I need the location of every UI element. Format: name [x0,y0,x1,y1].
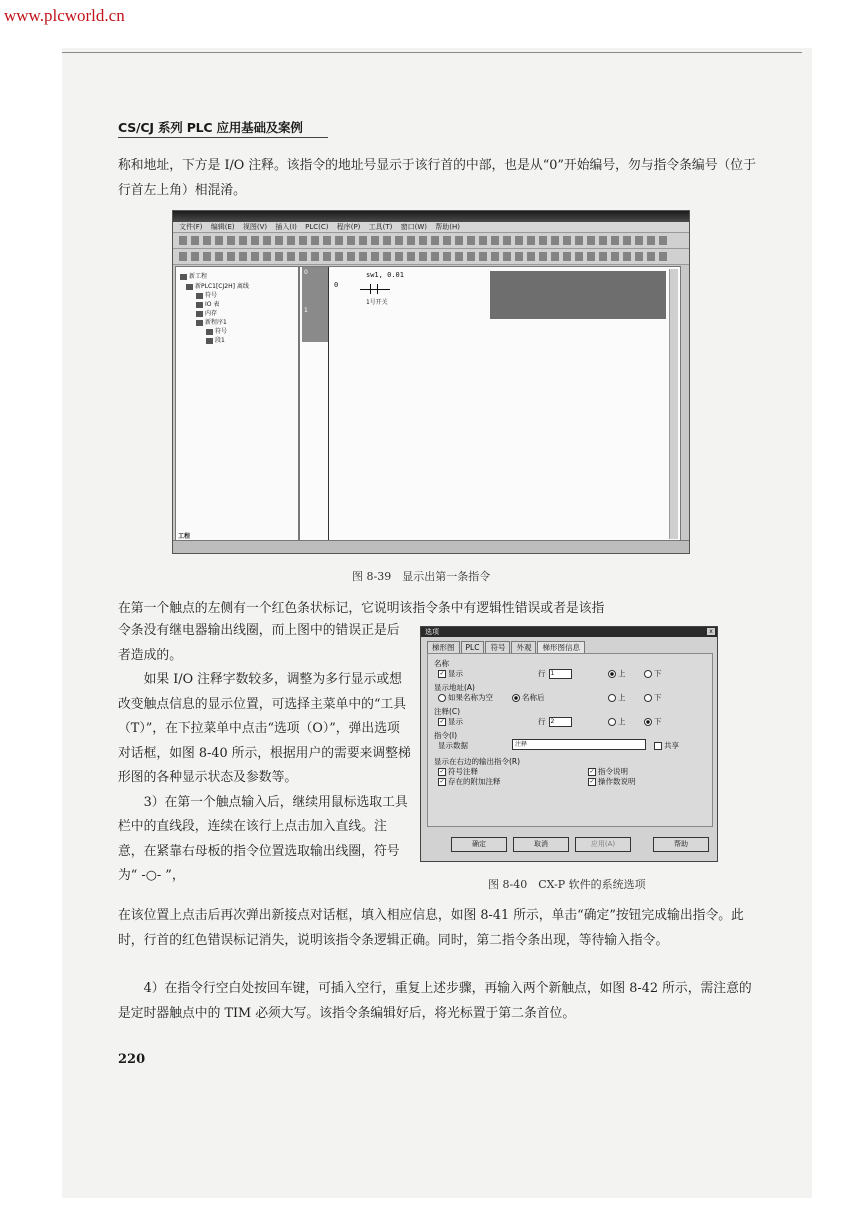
chk-attached-comment: ✓ 存在的附加注释 [439,777,501,786]
status-bar [173,540,689,553]
header-rule [62,52,802,53]
paragraph-4: 4）在指令行空白处按回车键，可插入空行，重复上述步骤，再输入两个新触点，如图 8-42 所示，需注意的是定时器触点中的 TIM 必须大写。该指令条编辑好后，将光标置于第二条首位。 [118,981,752,1021]
comment-pos-up: 上 [608,716,626,727]
vertical-scrollbar [669,269,678,539]
menu-item: 帮助(H) [435,223,460,231]
paragraph-3: 在该位置上点击后再次弹出新接点对话框，填入相应信息，如图 8-41 所示，单击“确定”按钮完成输出指令。此时，行首的红色错误标记消失，说明该指令条逻辑正确。同时，第二指令条出现，等待输入指令。 [118,908,744,948]
plc-icon [186,284,193,290]
tree-item: 符号 [196,290,217,299]
header-underline [118,137,328,138]
addr-opt-after-name: 名称后 [512,692,545,703]
tab-symbol: 符号 [485,641,510,653]
contact-address: sw1, 0.01 [366,271,404,279]
menu-item: 编辑(E) [210,223,235,231]
symbol-icon [206,329,213,335]
project-tree [175,266,299,544]
tree-item: 段1 [206,335,225,344]
error-marker-rail [302,267,328,342]
figure-8-40-options-dialog [420,626,718,862]
rung-step-address: 0 [334,281,339,289]
name-rows: 行 1 [538,668,572,679]
project-icon [180,274,187,280]
section-icon [206,338,213,344]
rung-number: 0 [304,269,308,276]
instr-show-data: 显示数据 [438,741,468,750]
menu-bar [173,222,689,233]
toolbar-icons [179,252,669,261]
tab-appearance: 外观 [511,641,536,653]
window-titlebar [173,211,689,222]
dialog-titlebar: 选项 [421,627,717,637]
name-pos-down: 下 [644,668,662,679]
name-group-label: 名称 [434,659,449,668]
tree-item: 符号 [206,326,227,335]
contact-comment: 1号开关 [366,299,388,306]
tree-tab: 工程 [178,533,191,540]
share-checkbox: 共享 [654,740,679,751]
tab-ladder: 梯形图 [427,641,460,653]
tree-item: IO 表 [196,299,219,308]
dialog-tabs [427,641,586,653]
io-table-icon [196,302,203,308]
instr-select: 注释 [512,739,646,750]
comment-group-label: 注释(C) [434,707,461,716]
memory-icon [196,311,203,317]
program-icon [196,320,203,326]
ladder-editor [299,266,681,544]
selection-block [490,271,666,319]
menu-item: 文件(F) [179,223,203,231]
symbol-icon [196,293,203,299]
apply-button: 应用(A) [575,837,631,852]
tree-item: 新程序1 [196,317,227,326]
menu-item: 插入(I) [275,223,297,231]
rung-number: 1 [304,307,308,314]
figure-8-39-caption: 图 8-39 显示出第一条指令 [352,570,491,583]
close-icon: x [707,628,715,635]
menu-item: 程序(P) [336,223,361,231]
page-number: 220 [118,1052,146,1067]
tree-item: 新PLC1[CJ2H] 离线 [186,281,249,290]
addr-pos-down: 下 [644,692,662,703]
name-show-checkbox: ✓ 显示 [439,669,463,678]
name-pos-up: 上 [608,668,626,679]
menu-item: 视图(V) [242,223,268,231]
cancel-button: 取消 [513,837,569,852]
comment-rows: 行 2 [538,716,572,727]
addr-opt-if-empty: 如果名称为空 [438,692,493,703]
dialog-body [427,653,713,827]
addr-pos-up: 上 [608,692,626,703]
chk-symbol-comment: ✓ 符号注释 [439,767,478,776]
tree-item: 内存 [196,308,217,317]
right-output-group-label: 显示在右边的输出指令(R) [434,757,521,766]
figure-8-39-screenshot [172,210,690,554]
menu-item: 窗口(W) [400,223,428,231]
chk-instr-desc: ✓ 指令说明 [589,767,628,776]
toolbar-icons [179,236,669,245]
toolbar-1 [173,233,689,249]
comment-pos-down: 下 [644,716,662,727]
addr-group-label: 显示地址(A) [434,683,475,692]
paragraph-2: 在第一个触点的左侧有一个红色条状标记，它说明该指令条中有逻辑性错误或者是该指 [118,601,605,616]
column-text: 令条没有继电器输出线圈，而上图中的错误正是后者造成的。 如果 I/O 注释字数较多，调整为多行显示或想改变触点信息的显示位置，可选择主菜单中的“工具（T）”，在下拉菜单中点击“选项（O）”，弹出选项对话框，如图 8-40 所示，根据用户的需要来调整梯形图的各种显示状态及参数等。 3）在第一个触点输入后，继续用鼠标选取工具栏中的直线段，连续在该行上点击加入直线。注意，在紧靠右母板的指令位置选取输出线圈，符号为“ -○- ”， [118,623,411,883]
paragraph-1: 称和地址，下方是 I/O 注释。该指令的地址号显示于该行首的中部，也是从“0”开始编号，勿与指令条编号（位于行首左上角）相混淆。 [118,158,756,198]
ok-button: 确定 [451,837,507,852]
left-busbar [328,267,329,543]
menu-item: PLC(C) [305,223,329,231]
tree-item: 新工程 [180,271,207,280]
figure-8-40-caption: 图 8-40 CX-P 软件的系统选项 [488,878,646,891]
contact-symbol [370,284,378,294]
tab-plc: PLC [461,641,485,653]
comment-show-checkbox: ✓ 显示 [439,717,463,726]
watermark-url: www.plcworld.cn [4,6,125,25]
help-button: 帮助 [653,837,709,852]
toolbar-2 [173,249,689,265]
running-header: CS/CJ 系列 PLC 应用基础及案例 [118,120,303,135]
chk-operand-desc: ✓ 操作数说明 [589,777,636,786]
instr-group-label: 指令(I) [434,731,458,740]
menu-item: 工具(T) [368,223,393,231]
tab-ladder-info: 梯形图信息 [537,641,585,653]
